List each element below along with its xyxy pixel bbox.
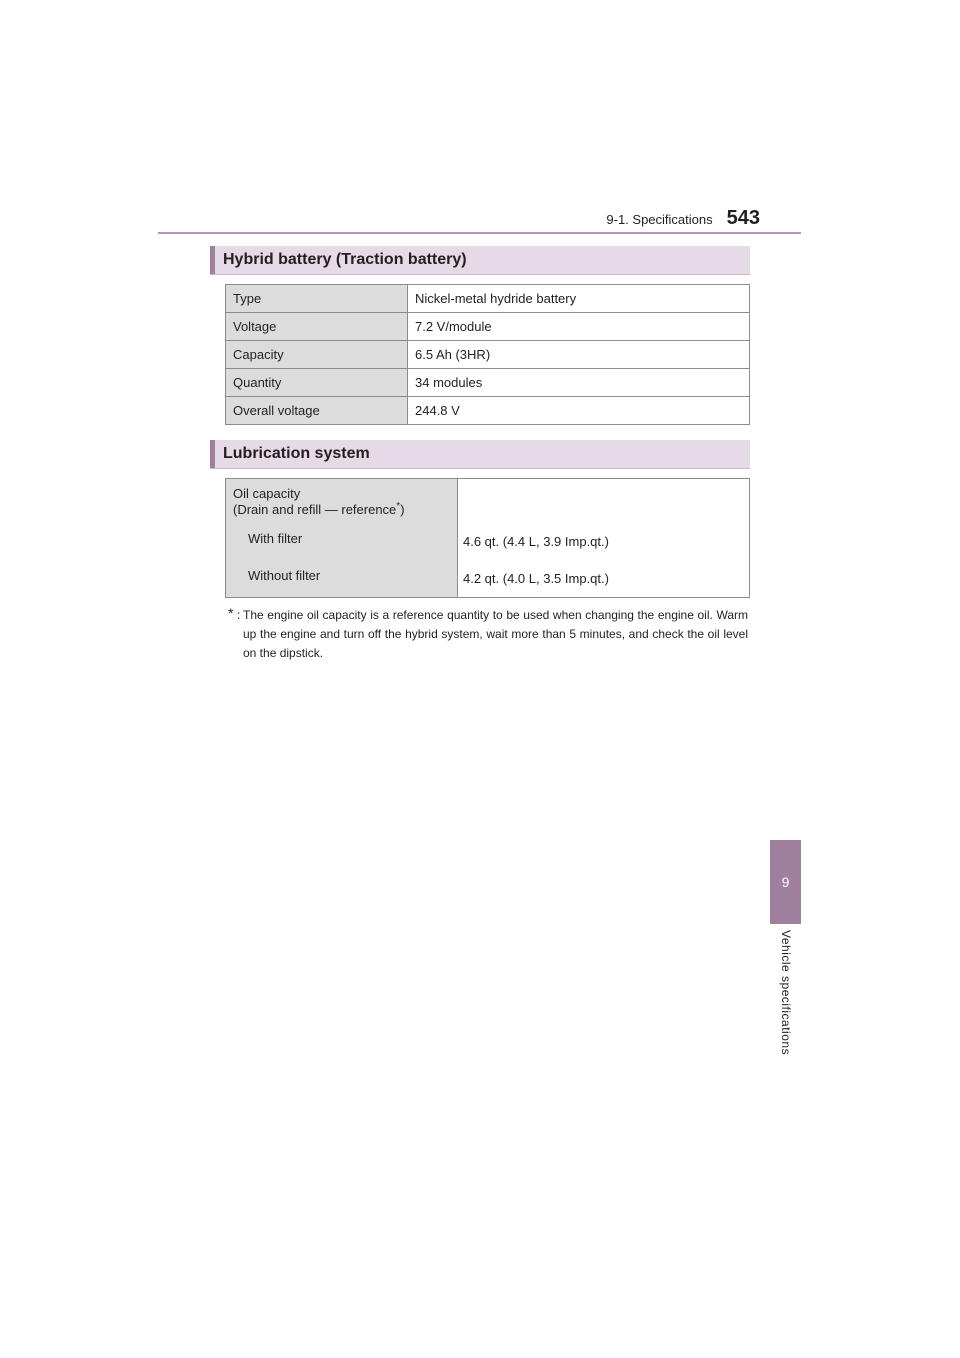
with-filter-value: 4.6 qt. (4.4 L, 3.9 Imp.qt.) <box>463 534 609 549</box>
row-value: Nickel-metal hydride battery <box>408 285 750 313</box>
with-filter-label: With filter <box>248 531 303 546</box>
row-label: Voltage <box>226 313 408 341</box>
footnote-colon: : <box>237 608 241 622</box>
section-accent <box>210 246 215 274</box>
oil-capacity-label: Oil capacity <box>233 486 301 501</box>
drain-refill-label <box>233 502 405 517</box>
without-filter-label: Without filter <box>248 568 321 583</box>
oil-capacity-label-cell <box>226 479 458 598</box>
row-value: 6.5 Ah (3HR) <box>408 341 750 369</box>
header-rule <box>158 232 801 234</box>
section-accent <box>210 440 215 468</box>
page-header <box>545 202 760 230</box>
section-title: Hybrid battery (Traction battery) <box>223 251 467 268</box>
footnote-marker: * <box>228 605 234 621</box>
hybrid-battery-table <box>225 284 750 425</box>
section-header-lubrication <box>210 440 750 469</box>
row-label: Quantity <box>226 369 408 397</box>
row-label: Overall voltage <box>226 397 408 425</box>
chapter-title: Vehicle specifications <box>779 930 793 1056</box>
table-row <box>226 341 750 369</box>
section-title: Lubrication system <box>223 445 370 462</box>
row-value: 34 modules <box>408 369 750 397</box>
row-label: Capacity <box>226 341 408 369</box>
table-row <box>226 479 750 598</box>
section-reference: 9-1. Specifications <box>606 212 713 227</box>
row-label: Type <box>226 285 408 313</box>
chapter-tab[interactable] <box>770 840 801 924</box>
oil-capacity-value-cell <box>458 479 750 598</box>
without-filter-value: 4.2 qt. (4.0 L, 3.5 Imp.qt.) <box>463 571 609 586</box>
chapter-title-wrap <box>772 930 798 1070</box>
table-row <box>226 313 750 341</box>
row-value: 244.8 V <box>408 397 750 425</box>
page-number: 543 <box>726 207 760 229</box>
close-paren: ) <box>400 502 405 517</box>
footnote-asterisk: * <box>396 501 401 512</box>
drain-refill-text: (Drain and refill — reference <box>233 502 397 517</box>
table-row <box>226 397 750 425</box>
lubrication-table <box>225 478 750 598</box>
table-row <box>226 369 750 397</box>
table-row <box>226 285 750 313</box>
chapter-number: 9 <box>781 874 790 890</box>
footnote-text: The engine oil capacity is a reference quantity to be used when changing the engine oil. Warm up the engine and turn off the hybrid system, wait more than 5 minutes, and check the oil level on the dipstick. <box>243 608 748 660</box>
footnote <box>228 606 748 663</box>
row-value: 7.2 V/module <box>408 313 750 341</box>
section-header-hybrid-battery <box>210 246 750 275</box>
